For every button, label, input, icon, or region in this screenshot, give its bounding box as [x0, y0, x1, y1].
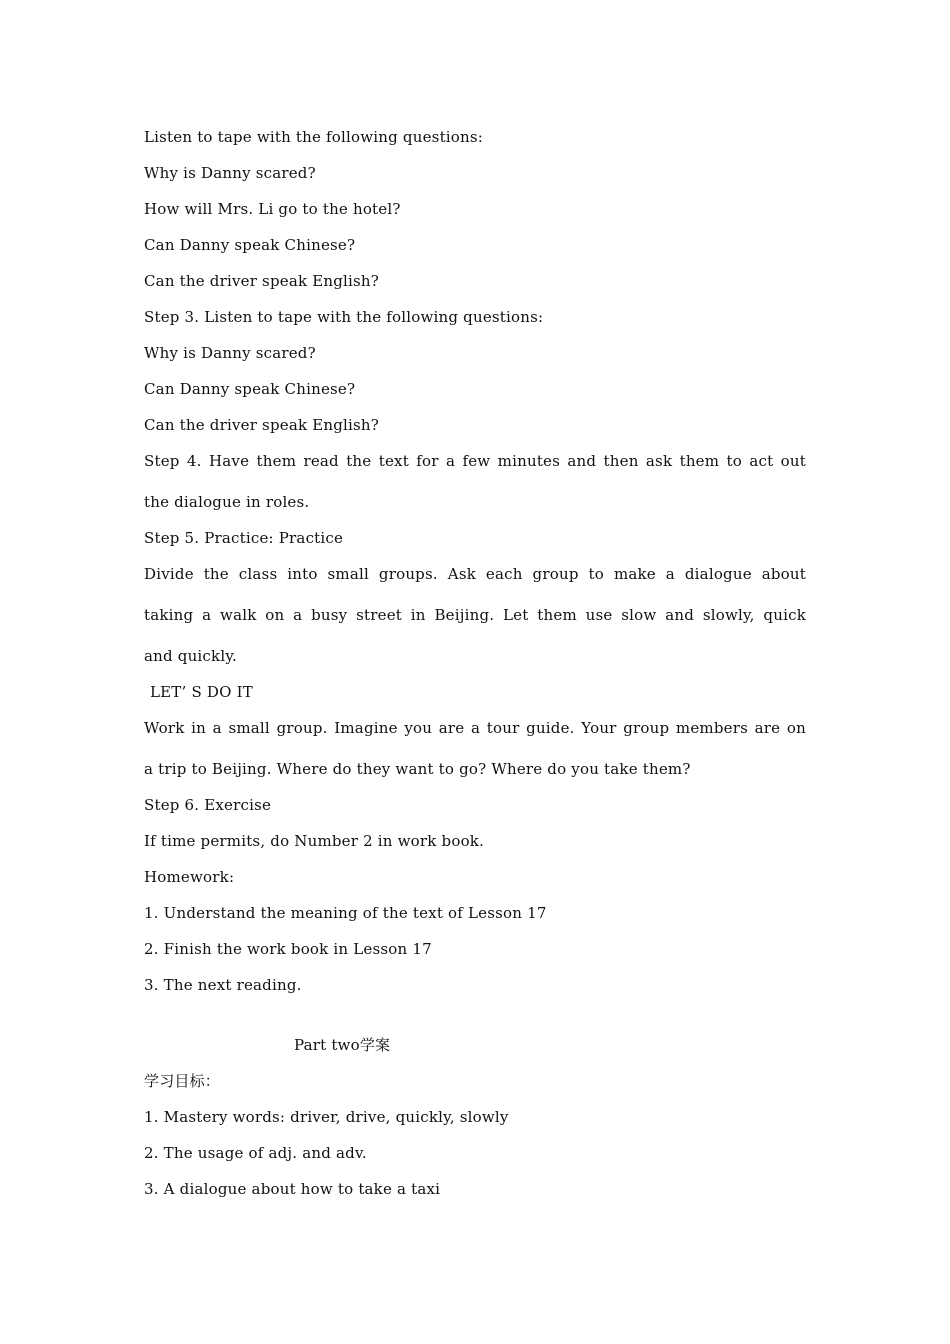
text-line: taking a walk on a busy street in Beijing. Let them use slow and slowly, quick [144, 606, 806, 624]
text-line: Step 6. Exercise [144, 796, 272, 814]
text-line: Why is Danny scared? [144, 164, 316, 182]
text-line: Can Danny speak Chinese? [144, 236, 356, 254]
text-line: Can Danny speak Chinese? [144, 380, 356, 398]
text-line: If time permits, do Number 2 in work book. [144, 832, 485, 850]
text-line: Step 3. Listen to tape with the following questions: [144, 308, 544, 326]
text-line: Step 4. Have them read the text for a few minutes and then ask them to act out [144, 452, 806, 470]
text-line: and quickly. [144, 647, 237, 665]
text-line: Work in a small group. Imagine you are a tour guide. Your group members are on [144, 719, 806, 737]
text-line: Why is Danny scared? [144, 344, 316, 362]
part-title: Part two学案 [294, 1036, 391, 1054]
list-item: 1. Understand the meaning of the text of Lesson 17 [144, 904, 547, 922]
text-line: Can the driver speak English? [144, 416, 380, 434]
text-line: How will Mrs. Li go to the hotel? [144, 200, 401, 218]
text-line: Homework: [144, 868, 235, 886]
text-line: a trip to Beijing. Where do they want to go? Where do you take them? [144, 760, 691, 778]
text-line: Step 5. Practice: Practice [144, 529, 344, 547]
section-heading: 学习目标： [144, 1072, 221, 1090]
list-item: 3. A dialogue about how to take a taxi [144, 1180, 441, 1198]
list-item: 2. The usage of adj. and adv. [144, 1144, 367, 1162]
text-line: the dialogue in roles. [144, 493, 310, 511]
text-line: Listen to tape with the following questions: [144, 128, 484, 146]
list-item: 3. The next reading. [144, 976, 302, 994]
section-heading: LET’ S DO IT [150, 683, 253, 701]
list-item: 2. Finish the work book in Lesson 17 [144, 940, 432, 958]
text-line: Can the driver speak English? [144, 272, 380, 290]
text-line: Divide the class into small groups. Ask each group to make a dialogue about [144, 565, 806, 583]
list-item: 1. Mastery words: driver, drive, quickly, slowly [144, 1108, 509, 1126]
